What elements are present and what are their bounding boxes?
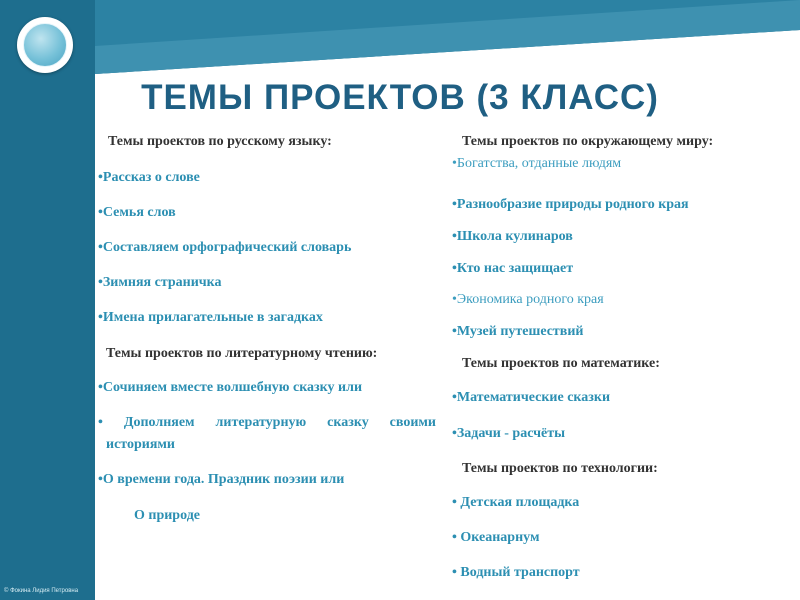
list-item: • Океанарнум	[452, 530, 540, 545]
list-item: О природе	[134, 508, 200, 523]
logo-circle-icon	[17, 17, 73, 73]
list-item: •О времени года. Праздник поэзии или	[98, 472, 345, 487]
math-heading: Темы проектов по математике:	[462, 356, 660, 371]
list-item: • Дополняем литературную сказку своими	[98, 415, 436, 430]
list-item: •Сочиняем вместе волшебную сказку или	[98, 380, 363, 395]
list-item: •Разнообразие природы родного края	[452, 197, 689, 212]
list-item: •Задачи - расчёты	[452, 426, 566, 441]
world-heading: Темы проектов по окружающему миру:	[462, 134, 714, 149]
list-item: •Рассказ о слове	[98, 170, 200, 185]
list-item: •Имена прилагательные в загадках	[98, 310, 323, 325]
footer-credit: © Фокина Лидия Петровна	[4, 588, 79, 594]
list-item: •Составляем орфографический словарь	[98, 240, 352, 255]
list-item: •Семья слов	[98, 205, 176, 220]
list-item: • Детская площадка	[452, 495, 580, 510]
literature-heading: Темы проектов по литературному чтению:	[106, 346, 378, 361]
list-item: • Водный транспорт	[452, 565, 580, 580]
tech-heading: Темы проектов по технологии:	[462, 461, 658, 476]
page-title: ТЕМЫ ПРОЕКТОВ (3 КЛАСС)	[141, 78, 659, 117]
list-item: •Зимняя страничка	[98, 275, 222, 290]
list-item: •Школа кулинаров	[452, 229, 573, 244]
list-item: историями	[106, 437, 176, 452]
top-decor-band	[0, 0, 800, 74]
list-item: •Математические сказки	[452, 390, 611, 405]
list-item: •Экономика родного края	[452, 292, 604, 307]
list-item: •Кто нас защищает	[452, 261, 574, 276]
russian-heading: Темы проектов по русскому языку:	[108, 134, 332, 149]
list-item: •Музей путешествий	[452, 324, 584, 339]
list-item: •Богатства, отданные людям	[452, 156, 622, 171]
content-panel	[95, 74, 800, 600]
